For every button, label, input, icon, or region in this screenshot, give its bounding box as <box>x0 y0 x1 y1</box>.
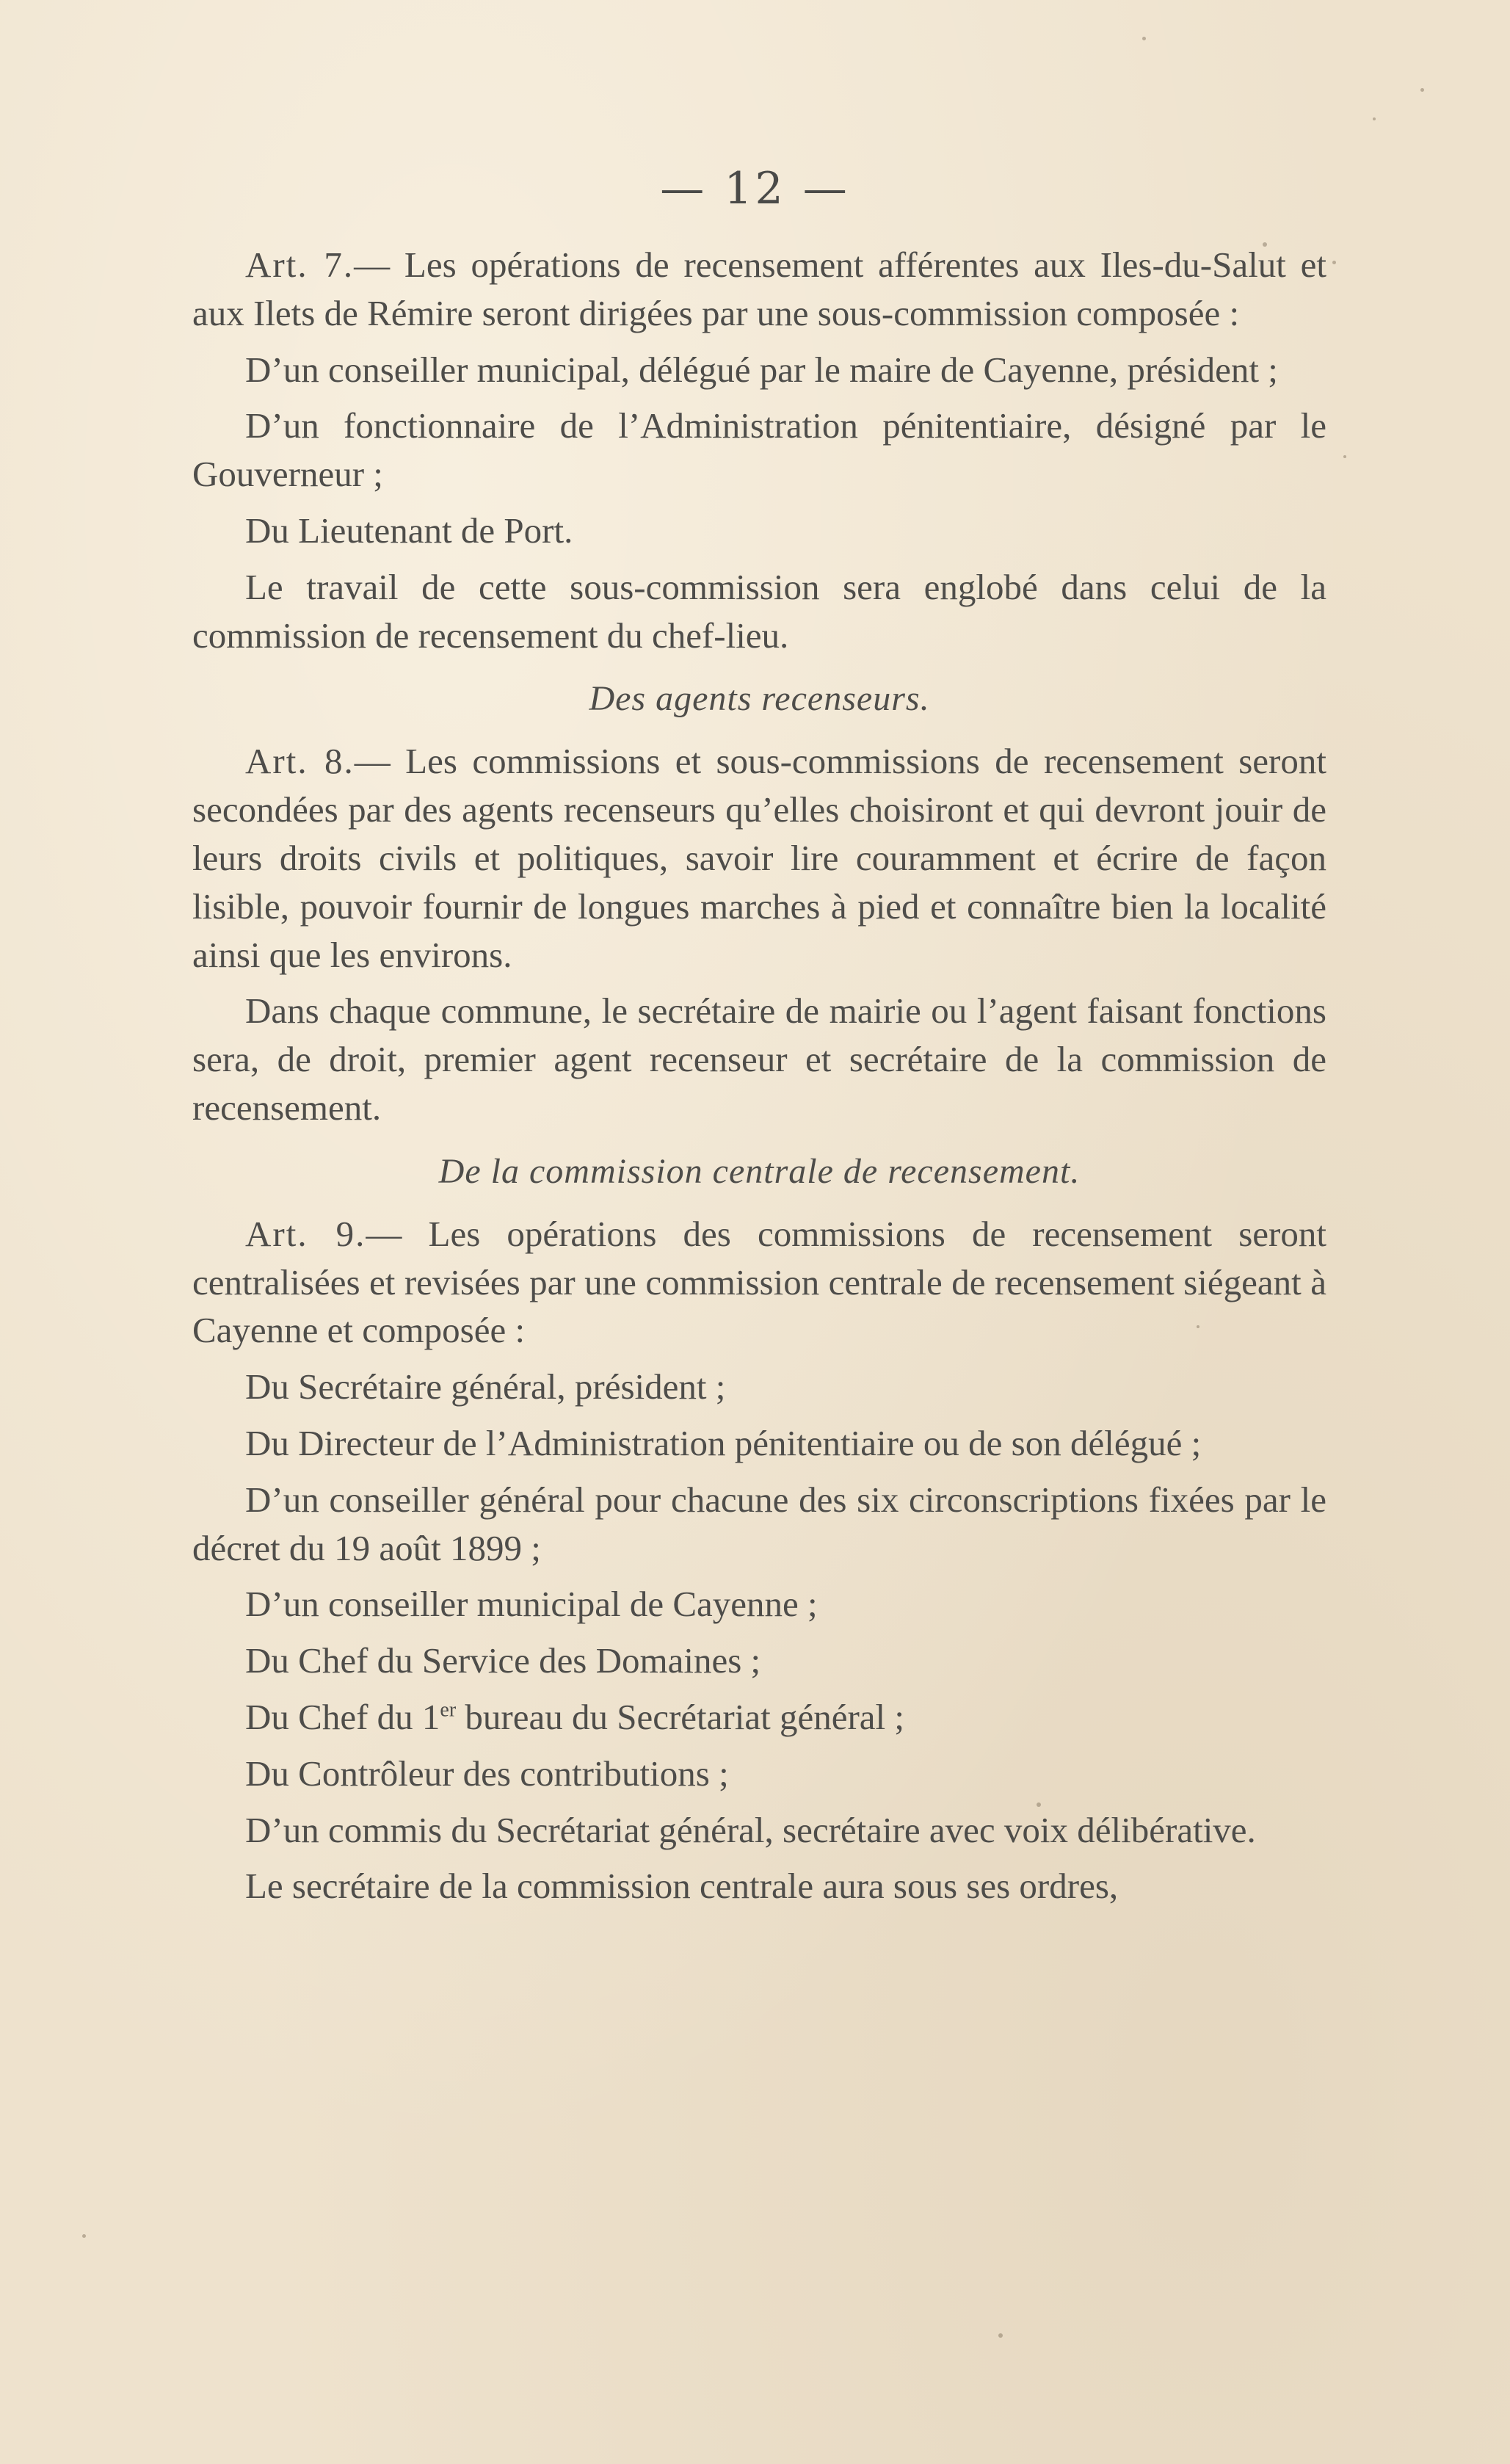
art8-label: Art. 8. <box>245 741 355 782</box>
art9-member-6-sup: er <box>440 1698 457 1722</box>
art9-member-7: Du Contrôleur des contributions ; <box>245 1753 729 1794</box>
art9-label: Art. 9. <box>245 1213 366 1254</box>
art9-member-4: D’un conseiller municipal de Cayenne ; <box>245 1584 818 1625</box>
paper-speck <box>1263 242 1267 247</box>
art9-member-6-pre: Du Chef du 1 <box>245 1696 440 1737</box>
section-heading-central-commission: De la commission centrale de recensement. <box>438 1151 1081 1191</box>
art7-text: — Les opérations de recensement afférentes aux Iles-du-Salut et aux Ilets de Rémire seront dirigées par une sous-commission composée : <box>192 244 1326 333</box>
art9-intro <box>192 1210 1326 1355</box>
art7-member-1: D’un conseiller municipal, délégué par le maire de Cayenne, président ; <box>245 349 1278 390</box>
section-heading-agents: Des agents recenseurs. <box>589 679 930 719</box>
art7-member-3: Du Lieutenant de Port. <box>245 510 573 551</box>
paper-speck <box>1343 455 1346 458</box>
art7-member-2: D’un fonctionnaire de l’Administration pénitentiaire, désigné par le Gouverneur ; <box>192 405 1326 495</box>
art8-paragraph-2: Dans chaque commune, le secrétaire de mairie ou l’agent faisant fonctions sera, de droit, premier agent recenseur et secrétaire de la commission de recensement. <box>192 990 1326 1128</box>
art7-label: Art. 7. <box>245 244 355 285</box>
art9-member-6-post: bureau du Secrétariat général ; <box>456 1696 904 1737</box>
art8-text: — Les commissions et sous-commissions de recensement seront secondées par des agents recenseurs qu’elles choisiront et qui devront jouir de leurs droits civils et politiques, savoir lire couramment et écrire de façon lisible, pouvoir fournir de longues marches à pied et connaître bien la localité ainsi que les environs. <box>192 741 1326 975</box>
paper-speck <box>1142 37 1146 40</box>
art9-member-8: D’un commis du Secrétariat général, secrétaire avec voix délibérative. <box>245 1809 1256 1850</box>
paper-speck <box>998 2333 1003 2338</box>
art9-text: — Les opérations des commissions de recensement seront centralisées et revisées par une commission centrale de recensement siégeant à Cayenne et composée : <box>192 1213 1326 1351</box>
art7-intro <box>192 241 1326 338</box>
art9-member-2: Du Directeur de l’Administration pénitentiaire ou de son délégué ; <box>245 1422 1202 1463</box>
art9-member-6 <box>192 1693 1326 1742</box>
art8-intro <box>192 737 1326 979</box>
paper-speck <box>1037 1802 1041 1807</box>
art9-member-5: Du Chef du Service des Domaines ; <box>245 1640 761 1681</box>
body-text <box>192 241 1326 1918</box>
paper-speck <box>1197 1325 1199 1328</box>
paper-speck <box>82 2234 86 2238</box>
art9-member-1: Du Secrétaire général, président ; <box>245 1366 726 1407</box>
art9-closing: Le secrétaire de la commission centrale aura sous ses ordres, <box>245 1866 1119 1907</box>
paper-speck <box>1332 261 1336 264</box>
paper-speck <box>1420 88 1424 92</box>
art9-member-3: D’un conseiller général pour chacune des six circonscriptions fixées par le décret du 19 août 1899 ; <box>192 1479 1326 1568</box>
art7-closing: Le travail de cette sous-commission sera englobé dans celui de la commission de recensement du chef-lieu. <box>192 566 1326 656</box>
page-number: — 12 — <box>660 163 850 214</box>
paper-speck <box>1373 117 1376 120</box>
